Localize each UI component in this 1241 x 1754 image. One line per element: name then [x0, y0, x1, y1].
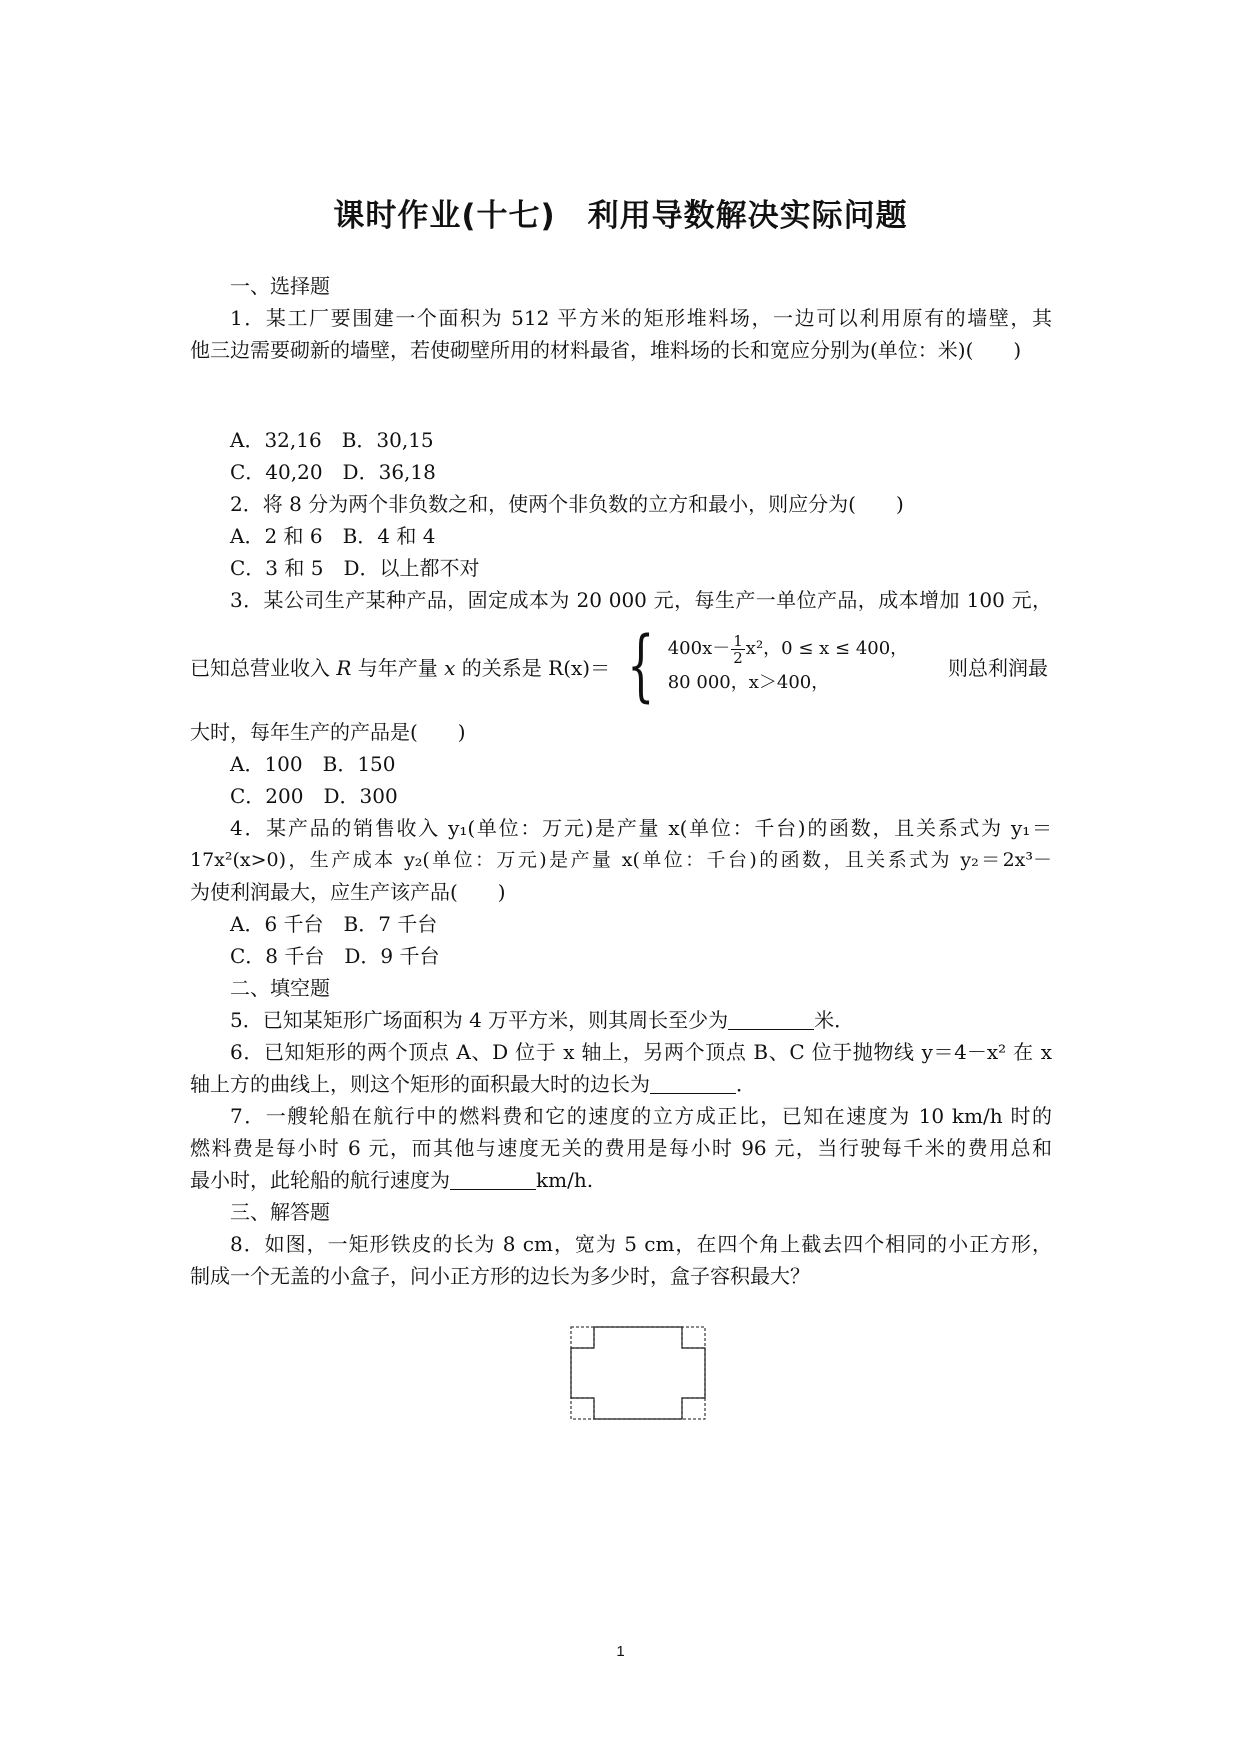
- q1-options-cd: C．40,20 D．36,18: [230, 460, 436, 484]
- q3-options-ab: A．100 B．150: [230, 752, 396, 776]
- q3-trailing-text: 则总利润最: [948, 655, 1048, 680]
- piecewise-brace: {: [627, 621, 655, 711]
- document-body: [190, 270, 1052, 1292]
- q7-line1: 7．一艘轮船在航行中的燃料费和它的速度的立方成正比，已知在速度为 10 km/h 时的: [230, 1104, 1052, 1128]
- q2-line1: 2．将 8 分为两个非负数之和，使两个非负数的立方和最小，则应分为( ): [230, 492, 904, 516]
- q5-answer-blank: [728, 1007, 814, 1030]
- sheet-corners-figure: [570, 1326, 706, 1420]
- q6-answer-blank: [650, 1071, 736, 1094]
- q5-line: 5．已知某矩形广场面积为 4 万平方米，则其周长至少为 米．: [230, 1008, 855, 1032]
- section-heading-fill: 二、填空题: [230, 976, 330, 1000]
- section-heading-solve: 三、解答题: [230, 1200, 330, 1224]
- q3-options-cd: C．200 D．300: [230, 784, 398, 808]
- q1-line2: 他三边需要砌新的墙壁，若使砌壁所用的材料最省，堆料场的长和宽应分别为(单位：米)( ): [190, 338, 1022, 362]
- q3-function-name: R(x)＝: [548, 655, 611, 680]
- outer-dashed-rectangle: [571, 1327, 705, 1419]
- piecewise-case-1: 400x－ $\frac{1}{2}$ x²，0 ≤ x ≤ 400，: [667, 631, 909, 667]
- q3-piecewise-line: [190, 618, 1052, 714]
- q3-line3: 大时，每年生产的产品是( ): [190, 720, 466, 744]
- corner-square-top-left: [571, 1327, 594, 1348]
- q7-line2: 燃料费是每小时 6 元，而其他与速度无关的费用是每小时 96 元，当行驶每千米的费用总和: [190, 1136, 1052, 1160]
- corner-square-top-right: [682, 1327, 705, 1348]
- box-net-outline: [571, 1327, 705, 1419]
- page-number: 1: [616, 1643, 625, 1660]
- q3-lead-text: 已知总营业收入 R 与年产量 x 的关系是 R(x)＝: [190, 655, 611, 680]
- q1-answer-space: [190, 366, 1052, 424]
- q8-line2: 制成一个无盖的小盒子，问小正方形的边长为多少时，盒子容积最大？: [190, 1264, 810, 1288]
- piecewise-cases: [668, 632, 908, 700]
- q7-line3: 最小时，此轮船的航行速度为 km/h.: [190, 1168, 594, 1192]
- q1-line1: 1．某工厂要围建一个面积为 512 平方米的矩形堆料场，一边可以利用原有的墙壁，其: [230, 306, 1052, 330]
- q4-line1: 4．某产品的销售收入 y₁(单位：万元)是产量 x(单位：千台)的函数，且关系式为 y₁＝: [230, 816, 1052, 840]
- section-heading-choice: 一、选择题: [230, 274, 330, 298]
- piecewise-case-2: 80 000，x＞400，: [667, 672, 830, 693]
- q1-options-ab: A．32,16 B．30,15: [230, 428, 434, 452]
- q6-line2: 轴上方的曲线上，则这个矩形的面积最大时的边长为 ．: [190, 1072, 756, 1096]
- q6-line1: 6．已知矩形的两个顶点 A、D 位于 x 轴上，另两个顶点 B、C 位于抛物线 y＝4－x² 在 x: [230, 1040, 1052, 1064]
- q7-answer-blank: [450, 1167, 536, 1190]
- corner-square-bottom-left: [571, 1398, 594, 1419]
- q8-line1: 8．如图，一矩形铁皮的长为 8 cm，宽为 5 cm，在四个角上截去四个相同的小正方形，: [230, 1232, 1052, 1256]
- q2-options-ab: A．2 和 6 B．4 和 4: [230, 524, 436, 548]
- q4-options-ab: A．6 千台 B．7 千台: [230, 912, 438, 936]
- q2-options-cd: C．3 和 5 D．以上都不对: [230, 556, 480, 580]
- q4-line2: 17x²(x>0)，生产成本 y₂(单位：万元)是产量 x(单位：千台)的函数，且关系式为 y₂＝2x³－: [190, 849, 1052, 871]
- q4-options-cd: C．8 千台 D．9 千台: [230, 944, 440, 968]
- fraction-one-half: $\frac{1}{2}$: [733, 631, 743, 667]
- corner-square-bottom-right: [682, 1398, 705, 1419]
- q4-line3: 为使利润最大，应生产该产品( ): [190, 880, 506, 904]
- page-title: 课时作业(十七) 利用导数解决实际问题: [333, 198, 908, 234]
- q3-line1: 3．某公司生产某种产品，固定成本为 20 000 元，每生产一单位产品，成本增加 100 元，: [230, 588, 1052, 612]
